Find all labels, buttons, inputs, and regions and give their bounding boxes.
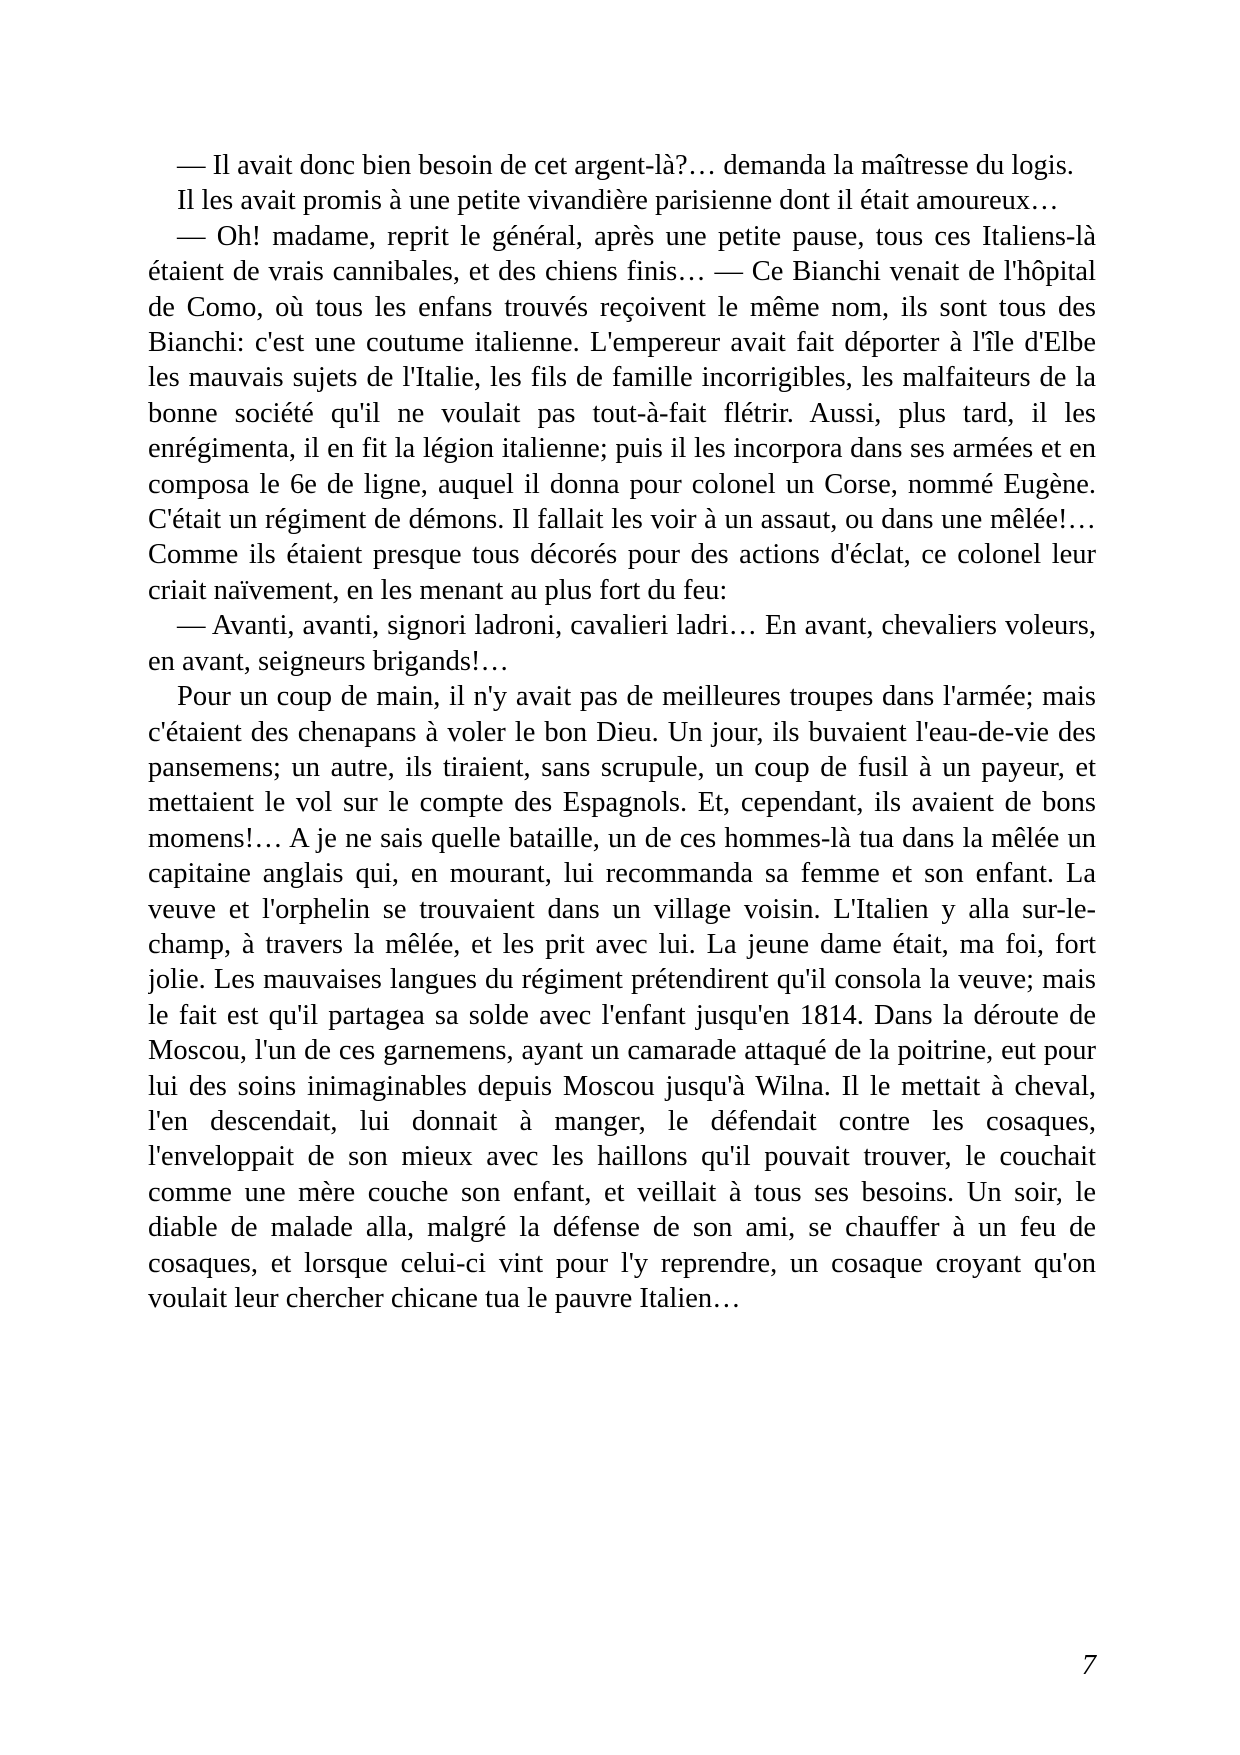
paragraph: Il les avait promis à une petite vivandière parisienne dont il était amoureux… — [177, 185, 1059, 217]
page-number: 7 — [1081, 1650, 1096, 1681]
paragraph: — Avanti, avanti, signori ladroni, cavalieri ladri… En avant, chevaliers voleurs, en avant, seigneurs brigands!… — [148, 610, 1096, 677]
page-body — [148, 148, 1096, 1578]
paragraph: Pour un coup de main, il n'y avait pas de meilleures troupes dans l'armée; mais c'étaient des chenapans à voler le bon Dieu. Un jour, ils buvaient l'eau-de-vie des pansemens; un autre, ils tiraient, sans scrupule, un coup de fusil à un payeur, et mettaient le vol sur le compte des Espagnols. Et, cependant, ils avaient de bons momens!… A je ne sais quelle bataille, un de ces hommes-là tua dans la mêlée un capitaine anglais qui, en mourant, lui recommanda sa femme et son enfant. La veuve et l'orphelin se trouvaient dans un village voisin. L'Italien y alla sur-le-champ, à travers la mêlée, et les prit avec lui. La jeune dame était, ma foi, fort jolie. Les mauvaises langues du régiment prétendirent qu'il consola la veuve; mais le fait est qu'il partagea sa solde avec l'enfant jusqu'en 1814. Dans la déroute de Moscou, l'un de ces garnemens, ayant un camarade attaqué de la poitrine, eut pour lui des soins inimaginables depuis Moscou jusqu'à Wilna. Il le mettait à cheval, l'en descendait, lui donnait à manger, le défendait contre les cosaques, l'enveloppait de son mieux avec les haillons qu'il pouvait trouver, le couchait comme une mère couche son enfant, et veillait à tous ses besoins. Un soir, le diable de malade alla, malgré la défense de son ami, se chauffer à un feu de cosaques, et lorsque celui-ci vint pour l'y reprendre, un cosaque croyant qu'on voulait leur chercher chicane tua le pauvre Italien… — [148, 681, 1096, 1314]
paragraph: — Il avait donc bien besoin de cet argent-là?… demanda la maîtresse du logis. — [177, 150, 1074, 181]
paragraph: — Oh! madame, reprit le général, après une petite pause, tous ces Italiens-là étaient de vrais cannibales, et des chiens finis… — Ce Bianchi venait de l'hôpital de Como, où tous les enfans trouvés reçoivent le même nom, ils sont tous des Bianchi: c'est une coutume italienne. L'empereur avait fait déporter à l'île d'Elbe les mauvais sujets de l'Italie, les fils de famille incorrigibles, les malfaiteurs de la bonne société qu'il ne voulait pas tout-à-fait flétrir. Aussi, plus tard, il les enrégimenta, il en fit la légion italienne; puis il les incorpora dans ses armées et en composa le 6e de ligne, auquel il donna pour colonel un Corse, nommé Eugène. C'était un régiment de démons. Il fallait les voir à un assaut, ou dans une mêlée!… Comme ils étaient presque tous décorés pour des actions d'éclat, ce colonel leur criait naïvement, en les menant au plus fort du feu: — [148, 220, 1096, 606]
